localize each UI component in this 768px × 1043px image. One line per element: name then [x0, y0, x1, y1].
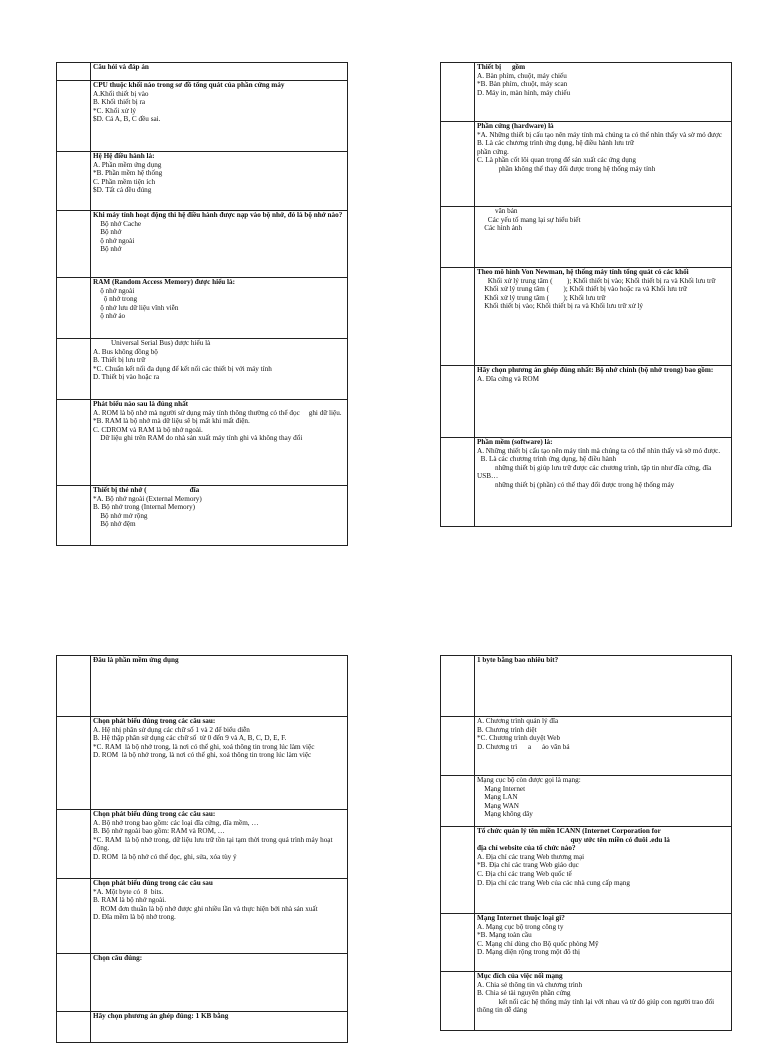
- content-cell: [91, 152, 348, 210]
- answer-line: A. Chia sẻ thông tin và chương trình: [477, 980, 583, 989]
- content-cell: [91, 278, 348, 338]
- answer-line: Bộ nhớ đệm: [93, 520, 136, 529]
- number-cell: [57, 152, 91, 210]
- number-cell: [57, 63, 91, 80]
- question-text: Hãy chọn phương án ghép đúng nhất: Bộ nhớ chính (bộ nhớ trong) bao gồm:: [477, 366, 714, 374]
- answer-line: *A. Bộ nhớ ngoài (External Memory): [93, 494, 202, 503]
- answer-line: B. Là các chương trình ứng dụng, hệ điều hành lưu trữ: [477, 139, 634, 148]
- answer-line: Bộ nhớ Cache: [93, 219, 142, 228]
- table-row: [57, 810, 348, 879]
- answer-line: ộ nhớ trong: [93, 295, 138, 304]
- answer-line: Mạng Internet: [477, 784, 526, 793]
- number-cell: [57, 278, 91, 338]
- table-row: [441, 63, 732, 122]
- answer-line: $D. Tất cả đều đúng: [93, 186, 152, 195]
- answer-line: *C. Chương trình duyệt Web: [477, 734, 561, 743]
- number-cell: [441, 63, 475, 121]
- question-table-2: [440, 62, 732, 527]
- number-cell: [441, 776, 475, 826]
- table-row: [441, 827, 732, 914]
- answer-line: *B. Phần mềm hệ thống: [93, 169, 163, 178]
- number-cell: [57, 339, 91, 399]
- content-cell: [475, 207, 732, 267]
- question-text: Thiết bị thẻ nhớ ( đĩa: [93, 486, 200, 494]
- answer-line: Khối xử lý trung tâm ( ); Khối thiết bị vào hoặc ra và Khối lưu trữ: [477, 285, 687, 294]
- content-cell: [475, 366, 732, 437]
- content-cell: [91, 810, 348, 878]
- content-cell: [91, 486, 348, 545]
- answer-line: *B. Địa chỉ các trang Web giáo dục: [477, 861, 579, 870]
- answer-line: *C. RAM là bộ nhớ trong, dữ liệu lưu trữ tồn tại tạm thời trong quá trình máy hoạt động.: [93, 835, 335, 853]
- question-text: Khi máy tính hoạt động thì hệ điều hành được nạp vào bộ nhớ, đó là bộ nhớ nào?: [93, 211, 343, 219]
- answer-line: B. Hệ thập phân sử dụng các chữ số từ 0 đến 9 và A, B, C, D, E, F.: [93, 734, 287, 743]
- question-text: Chọn phát biểu đúng trong các câu sau:: [93, 717, 216, 725]
- number-cell: [441, 366, 475, 437]
- content-cell: [91, 954, 348, 1011]
- answer-line: những thiết bị (phần) có thể thay đổi được trong hệ thống máy: [477, 480, 675, 489]
- number-cell: [57, 717, 91, 809]
- content-cell: [91, 879, 348, 953]
- number-cell: [441, 207, 475, 267]
- answer-line: B. Là các chương trình ứng dụng, hệ điều hành: [477, 455, 617, 464]
- content-cell: [91, 1012, 348, 1042]
- number-cell: [441, 122, 475, 206]
- question-text: RAM (Random Access Memory) được hiểu là:: [93, 278, 236, 286]
- question-text: Thiết bị gồm: [477, 63, 526, 71]
- answer-line: *B. Mạng toàn cầu: [477, 931, 532, 940]
- question-text: Hệ Hệ điều hành là:: [93, 152, 155, 160]
- answer-line: A. Địa chỉ các trang Web thương mại: [477, 852, 585, 861]
- question-table-4: [440, 655, 732, 1031]
- content-cell: [91, 717, 348, 809]
- content-cell: [475, 268, 732, 365]
- number-cell: [441, 438, 475, 526]
- question-table-3: [56, 655, 348, 1043]
- answer-line: Universal Serial Bus) được hiểu là: [93, 339, 211, 347]
- answer-line: ộ nhớ lưu dữ liệu vĩnh viễn: [93, 303, 179, 312]
- table-row: [57, 656, 348, 717]
- answer-line: A. Bàn phím, chuột, máy chiếu: [477, 71, 567, 80]
- table-row: [441, 207, 732, 268]
- table-row: [57, 1012, 348, 1043]
- table-row: [57, 486, 348, 546]
- number-cell: [441, 914, 475, 971]
- answer-line: phần không thể thay đổi được trong hệ thống máy tính: [477, 164, 656, 173]
- answer-line: D. Máy in, màn hình, máy chiếu: [477, 88, 571, 97]
- question-text: Phần mềm (software) là:: [477, 438, 553, 446]
- answer-line: *A. Những thiết bị cấu tạo nên máy tính mà chúng ta có thể nhìn thấy và sờ mó được: [477, 130, 722, 139]
- answer-line: Mạng WAN: [477, 801, 519, 810]
- number-cell: [57, 211, 91, 277]
- answer-line: Khối xử lý trung tâm ( ); Khối lưu trữ: [477, 293, 606, 302]
- answer-line: B. Chương trình diệt: [477, 725, 537, 734]
- table-row: [441, 438, 732, 527]
- number-cell: [57, 656, 91, 716]
- content-cell: [475, 122, 732, 206]
- answer-line: Khối xử lý trung tâm ( ); Khối thiết bị vào; Khối thiết bị ra và Khối lưu trữ: [477, 276, 716, 285]
- answer-line: B. Khối thiết bị ra: [93, 98, 146, 107]
- question-text: Chọn câu đúng:: [93, 954, 143, 962]
- table-row: [57, 152, 348, 211]
- answer-line: B. Thiết bị lưu trữ: [93, 356, 146, 365]
- question-text: Câu hỏi và đáp án: [93, 63, 149, 71]
- table-row: [57, 717, 348, 810]
- content-cell: [91, 81, 348, 151]
- number-cell: [441, 656, 475, 716]
- answer-line: B. Bộ nhớ trong (Internal Memory): [93, 503, 196, 512]
- answer-line: A. Chương trình quản lý đĩa: [477, 717, 559, 725]
- content-cell: [475, 63, 732, 121]
- answer-line: D. Mạng diện rộng trong một đô thị: [477, 948, 581, 957]
- answer-line: văn bản: [477, 207, 518, 215]
- answer-line: C. Là phần cốt lõi quan trọng để sản xuất các ứng dụng: [477, 156, 636, 165]
- table-row: [57, 278, 348, 339]
- table-row: [57, 879, 348, 954]
- answer-line: B. Bộ nhớ ngoài bao gồm: RAM và ROM, …: [93, 827, 225, 836]
- question-text: quy ước tên miền có đuôi .edu là: [477, 835, 670, 844]
- answer-line: C. Phần mềm tiện ích: [93, 177, 156, 186]
- question-text: 1 byte bằng bao nhiêu bit?: [477, 656, 559, 664]
- answer-line: Bộ nhớ: [93, 245, 122, 254]
- answer-line: Mạng LAN: [477, 793, 518, 802]
- question-text: Phần cứng (hardware) là: [477, 122, 554, 130]
- table-row: [441, 972, 732, 1031]
- table-row: [57, 81, 348, 152]
- table-row: [441, 656, 732, 717]
- answer-line: B. Chia sẻ tài nguyên phần cứng: [477, 989, 571, 998]
- content-cell: [91, 211, 348, 277]
- number-cell: [57, 879, 91, 953]
- answer-line: *C. Chuẩn kết nối đa dụng để kết nối các thiết bị với máy tính: [93, 364, 272, 373]
- question-text: địa chỉ website của tổ chức nào?: [477, 844, 576, 853]
- answer-line: ộ nhớ ngoài: [93, 286, 135, 295]
- answer-line: D. Địa chỉ các trang Web của các nhà cung cấp mạng: [477, 878, 630, 887]
- answer-line: C. Mạng chỉ dùng cho Bộ quốc phòng Mỹ: [477, 939, 599, 948]
- table-row: [441, 776, 732, 827]
- content-cell: [475, 717, 732, 775]
- answer-line: $D. Cả A, B, C đều sai.: [93, 115, 161, 124]
- answer-line: C. Địa chỉ các trang Web quốc tế: [477, 869, 572, 878]
- question-text: Đâu là phần mềm ứng dụng: [93, 656, 179, 664]
- number-cell: [441, 717, 475, 775]
- content-cell: [475, 827, 732, 913]
- question-text: Mạng Internet thuộc loại gì?: [477, 914, 565, 922]
- table-row: [57, 211, 348, 278]
- content-cell: [91, 656, 348, 716]
- answer-line: Dữ liệu ghi trên RAM do nhà sản xuất máy tính ghi và không thay đổi: [93, 434, 303, 443]
- question-text: Tổ chức quản lý tên miền ICANN (Internet Corporation for: [477, 827, 661, 835]
- answer-line: B. RAM là bộ nhớ ngoài.: [93, 896, 167, 905]
- answer-line: phần cứng.: [477, 147, 509, 156]
- table-row: [57, 63, 348, 81]
- table-row: [57, 339, 348, 400]
- question-text: Chọn phát biểu đúng trong các câu sau:: [93, 810, 216, 818]
- answer-line: *C. RAM là bộ nhớ trong, là nơi có thể ghi, xoá thông tin trong lúc làm việc: [93, 742, 315, 751]
- answer-line: Mạng cục bộ còn được gọi là mạng:: [477, 776, 581, 784]
- table-row: [57, 954, 348, 1012]
- answer-line: D. ROM là bộ nhớ trong, là nơi có thể ghi, xoá thông tin trong lúc làm việc: [93, 751, 312, 760]
- answer-line: A. Bộ nhớ trong bao gồm: các loại đĩa cứng, đĩa mềm, …: [93, 818, 259, 827]
- content-cell: [91, 339, 348, 399]
- answer-line: Bộ nhớ: [93, 228, 122, 237]
- number-cell: [57, 400, 91, 485]
- table-row: [441, 717, 732, 776]
- answer-line: A. ROM là bộ nhớ mà người sử dụng máy tính thông thường có thể đọc ghi dữ liệu.: [93, 408, 342, 417]
- number-cell: [57, 954, 91, 1011]
- content-cell: [475, 914, 732, 971]
- answer-line: A. Bus không đồng bộ: [93, 347, 158, 356]
- number-cell: [57, 486, 91, 545]
- table-row: [441, 366, 732, 438]
- question-text: Chọn phát biểu đúng trong các câu sau: [93, 879, 213, 887]
- question-table-1: [56, 62, 348, 546]
- answer-line: D. Chương trì a ảo văn bả: [477, 742, 570, 751]
- table-row: [441, 268, 732, 366]
- number-cell: [441, 972, 475, 1030]
- answer-line: Bộ nhớ mở rộng: [93, 511, 148, 520]
- answer-line: A. Mạng cục bộ trong công ty: [477, 922, 564, 931]
- table-row: [441, 914, 732, 972]
- answer-line: ộ nhớ ngoài: [93, 236, 135, 245]
- answer-line: C. CDROM và RAM là bộ nhớ ngoài.: [93, 425, 203, 434]
- content-cell: [91, 63, 348, 80]
- answer-line: *B. RAM là bộ nhớ mà dữ liệu sẽ bị mất khi mất điện.: [93, 417, 250, 426]
- content-cell: [91, 400, 348, 485]
- question-text: CPU thuộc khối nào trong sơ đồ tổng quát của phần cứng máy: [93, 81, 285, 89]
- answer-line: Các yếu tố mang lại sự hiểu biết: [477, 215, 581, 224]
- number-cell: [441, 268, 475, 365]
- answer-line: A. Hệ nhị phân sử dụng các chữ số 1 và 2 để biểu diễn: [93, 725, 250, 734]
- table-row: [441, 122, 732, 207]
- answer-line: *C. Khối xử lý: [93, 106, 137, 115]
- question-text: Mục đích của việc nối mạng: [477, 972, 563, 980]
- content-cell: [475, 438, 732, 526]
- content-cell: [475, 656, 732, 716]
- table-row: [57, 400, 348, 486]
- answer-line: Khối thiết bị vào; Khối thiết bị ra và Khối lưu trữ xử lý: [477, 302, 643, 311]
- answer-line: kết nối các hệ thống máy tính lại với nhau và từ đó giúp con người trao đổi thông tin dễ dàng: [477, 997, 716, 1015]
- answer-line: D. Thiết bị vào hoặc ra: [93, 373, 160, 382]
- number-cell: [57, 81, 91, 151]
- question-text: Phát biểu nào sau là đúng nhất: [93, 400, 189, 408]
- question-text: Theo mô hình Von Newman, hệ thống máy tính tổng quát có các khối: [477, 268, 689, 276]
- question-text: Hãy chọn phương án ghép đúng: 1 KB bằng: [93, 1012, 229, 1020]
- content-cell: [475, 972, 732, 1030]
- number-cell: [57, 810, 91, 878]
- answer-line: Mạng không dây: [477, 810, 533, 819]
- answer-line: A. Những thiết bị cấu tạo nên máy tính mà chúng ta có thể nhìn thấy và sờ mó được.: [477, 446, 721, 455]
- answer-line: D. Đĩa mềm là bộ nhớ trong.: [93, 913, 176, 922]
- answer-line: những thiết bị giúp lưu trữ được các chương trình, tập tin như đĩa cứng, đĩa USB…: [477, 463, 714, 481]
- number-cell: [57, 1012, 91, 1042]
- answer-line: A. Đĩa cứng và ROM: [477, 374, 539, 383]
- answer-line: ROM đơn thuần là bộ nhớ được ghi nhiều lần và thực hiện bởi nhà sản xuất: [93, 904, 318, 913]
- answer-line: ộ nhớ ảo: [93, 312, 126, 321]
- answer-line: *B. Bàn phím, chuột, máy scan: [477, 80, 568, 89]
- answer-line: A. Phần mềm ứng dụng: [93, 160, 162, 169]
- answer-line: A.Khối thiết bị vào: [93, 89, 149, 98]
- content-cell: [475, 776, 732, 826]
- number-cell: [441, 827, 475, 913]
- answer-line: D. ROM là bộ nhớ có thể đọc, ghi, sửa, xóa tùy ý: [93, 852, 237, 861]
- answer-line: *A. Một byte có 8 bits.: [93, 887, 164, 896]
- answer-line: Các hình ảnh: [477, 224, 523, 233]
